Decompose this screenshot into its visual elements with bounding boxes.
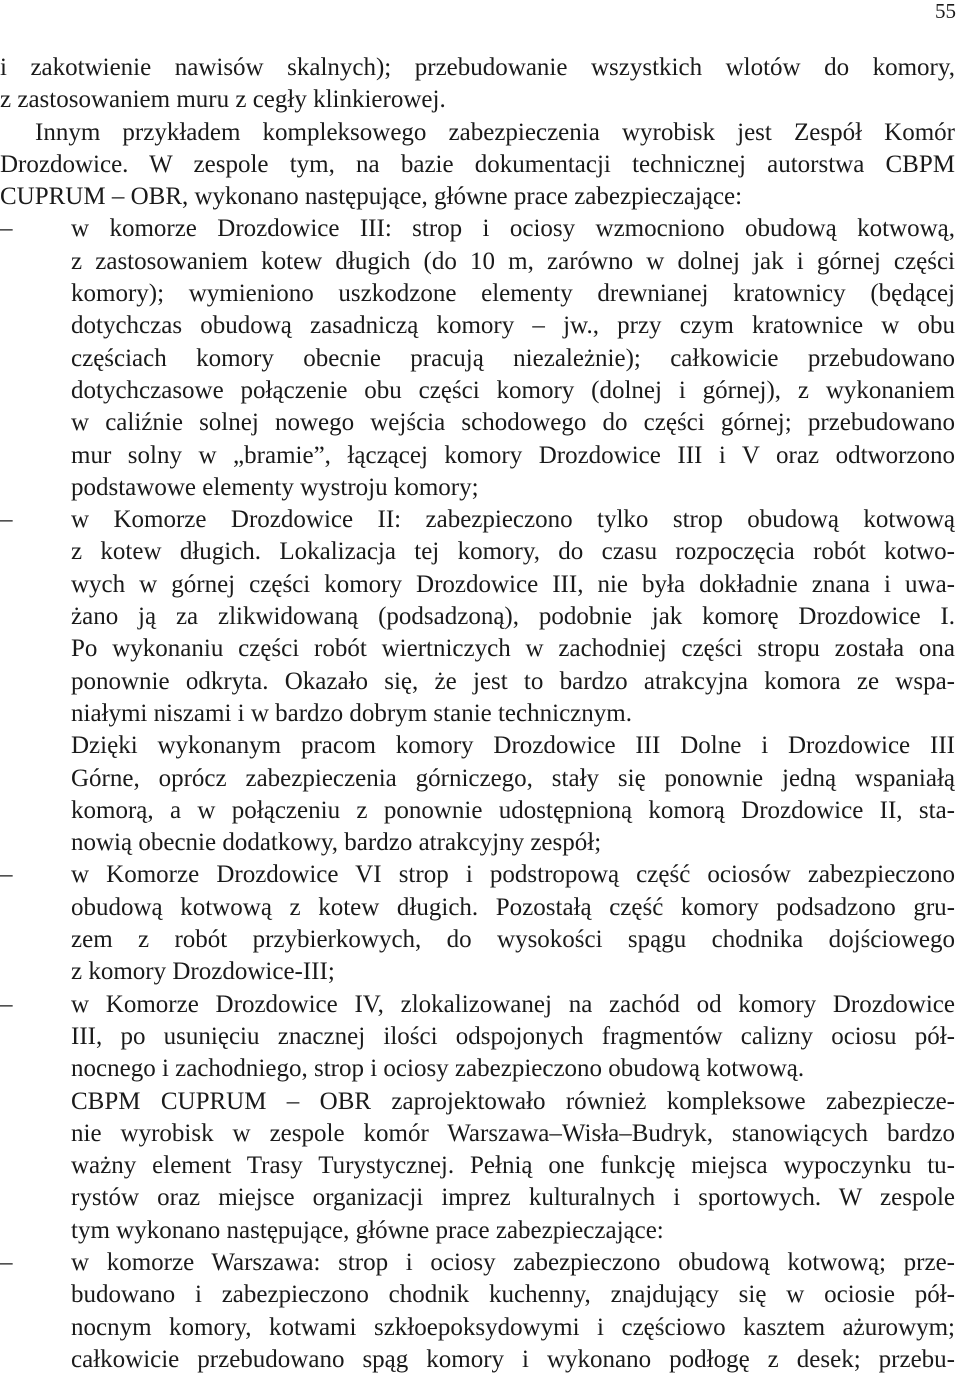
list-dash: – bbox=[0, 990, 13, 1018]
text-line: obudową kotwową z kotew długich. Pozostałą część komory podsadzono gru- bbox=[71, 893, 955, 921]
list-item-text: w komorze Warszawa: strop i ociosy zabezpieczono obudową kotwową; prze- bbox=[71, 1248, 955, 1276]
list-dash: – bbox=[0, 215, 13, 243]
document-body bbox=[0, 52, 955, 1376]
text-line bbox=[0, 859, 955, 891]
text-line: podstawowe elementy wystroju komory; bbox=[71, 473, 479, 501]
text-line bbox=[0, 504, 955, 536]
text-line: Po wykonaniu części robót wiertniczych w zachodniej części stropu została ona bbox=[71, 635, 955, 663]
text-line: z zastosowaniem kotew długich (do 10 m, zarówno w dolnej jak i górnej części bbox=[71, 247, 955, 275]
list-item-text: w Komorze Drozdowice VI strop i podstropową część ociosów zabezpieczono bbox=[71, 861, 955, 889]
list-dash: – bbox=[0, 506, 13, 534]
text-line: nocnego i zachodniego, strop i ociosy zabezpieczono obudową kotwową. bbox=[71, 1055, 805, 1083]
list-dash: – bbox=[0, 861, 13, 889]
text-line: Innym przykładem kompleksowego zabezpieczenia wyrobisk jest Zespół Komór bbox=[35, 118, 955, 146]
text-line: dotychczasowe połączenie obu części komory (dolnej i górnej), z wykonaniem bbox=[71, 376, 955, 404]
list-item-text: w Komorze Drozdowice II: zabezpieczono tylko strop obudową kotwową bbox=[71, 506, 955, 534]
text-line: nowią obecnie dodatkowy, bardzo atrakcyjny zespół; bbox=[71, 829, 602, 857]
list-item-text: w Komorze Drozdowice IV, zlokalizowanej na zachód od komory Drozdowice bbox=[71, 990, 955, 1018]
text-line: z zastosowaniem muru z cegły klinkierowej. bbox=[0, 86, 446, 114]
text-line: tym wykonano następujące, główne prace zabezpieczające: bbox=[71, 1216, 664, 1244]
text-line: w caliźnie solnej nowego wejścia schodowego do części górnej; przebudowano bbox=[71, 409, 955, 437]
text-line: komorą, a w połączeniu z ponownie udostępnioną komorą Drozdowice II, sta- bbox=[71, 796, 955, 824]
text-line: całkowicie przebudowano spąg komory i wykonano podłogę z desek; przebu- bbox=[71, 1345, 955, 1373]
text-line: dotychczas obudową zasadniczą komory – jw., przy czym kratownice w obu bbox=[71, 312, 955, 340]
text-line: rystów oraz miejsce organizacji imprez kulturalnych i sportowych. W zespole bbox=[71, 1184, 955, 1212]
text-line: ważny element Trasy Turystycznej. Pełnią one funkcję miejsca wypoczynku tu- bbox=[71, 1152, 955, 1180]
text-line: wych w górnej części komory Drozdowice III, nie była dokładnie znana i uwa- bbox=[71, 570, 955, 598]
text-line bbox=[0, 213, 955, 245]
text-line: ponownie odkryta. Okazało się, że jest to bardzo atrakcyjna komora ze wspa- bbox=[71, 667, 955, 695]
page-number: 55 bbox=[935, 0, 956, 23]
text-line: żano ją za zlikwidowaną (podsadzoną), podobnie jak komorę Drozdowice I. bbox=[71, 603, 955, 631]
text-line: nocnym komory, kotwami szkłoepoksydowymi i częściowo kasztem ażurowym; bbox=[71, 1313, 955, 1341]
text-line: III, po usunięciu znacznej ilości odspojonych fragmentów calizny ociosu pół- bbox=[71, 1022, 955, 1050]
text-line: i zakotwienie nawisów skalnych); przebudowanie wszystkich wlotów do komory, bbox=[0, 54, 955, 81]
text-line: Drozdowice. W zespole tym, na bazie dokumentacji technicznej autorstwa CBPM bbox=[0, 150, 955, 178]
text-line: Górne, oprócz zabezpieczenia górniczego, stały się ponownie jedną wspaniałą bbox=[71, 764, 955, 792]
text-line: komory); wymieniono uszkodzone elementy drewnianej kratownicy (będącej bbox=[71, 280, 955, 308]
text-line: Dzięki wykonanym pracom komory Drozdowice III Dolne i Drozdowice III bbox=[71, 732, 955, 760]
text-line: mur solny w „bramie”, łączącej komory Drozdowice III i V oraz odtworzono bbox=[71, 441, 955, 469]
text-line: CBPM CUPRUM – OBR zaprojektowało również kompleksowe zabezpiecze- bbox=[71, 1087, 955, 1115]
text-line: budowano i zabezpieczono chodnik kuchenny, znajdujący się w ociosie pół- bbox=[71, 1281, 955, 1309]
text-line: CUPRUM – OBR, wykonano następujące, główne prace zabezpieczające: bbox=[0, 183, 743, 211]
list-item-text: w komorze Drozdowice III: strop i ociosy wzmocniono obudową kotwową, bbox=[71, 215, 955, 243]
text-line: nie wyrobisk w zespole komór Warszawa–Wisła–Budryk, stanowiących bardzo bbox=[71, 1119, 955, 1147]
text-line bbox=[0, 989, 955, 1021]
text-line: niałymi niszami i w bardzo dobrym stanie technicznym. bbox=[71, 699, 632, 727]
list-dash: – bbox=[0, 1248, 13, 1276]
text-line: z kotew długich. Lokalizacja tej komory, do czasu rozpoczęcia robót kotwo- bbox=[71, 538, 955, 566]
text-line: zem z robót przybierkowych, do wysokości spągu chodnika dojściowego bbox=[71, 926, 955, 954]
text-line: częściach komory obecnie pracują niezależnie); całkowicie przebudowano bbox=[71, 344, 955, 372]
text-line bbox=[0, 1247, 955, 1279]
text-line: z komory Drozdowice-III; bbox=[71, 958, 335, 986]
